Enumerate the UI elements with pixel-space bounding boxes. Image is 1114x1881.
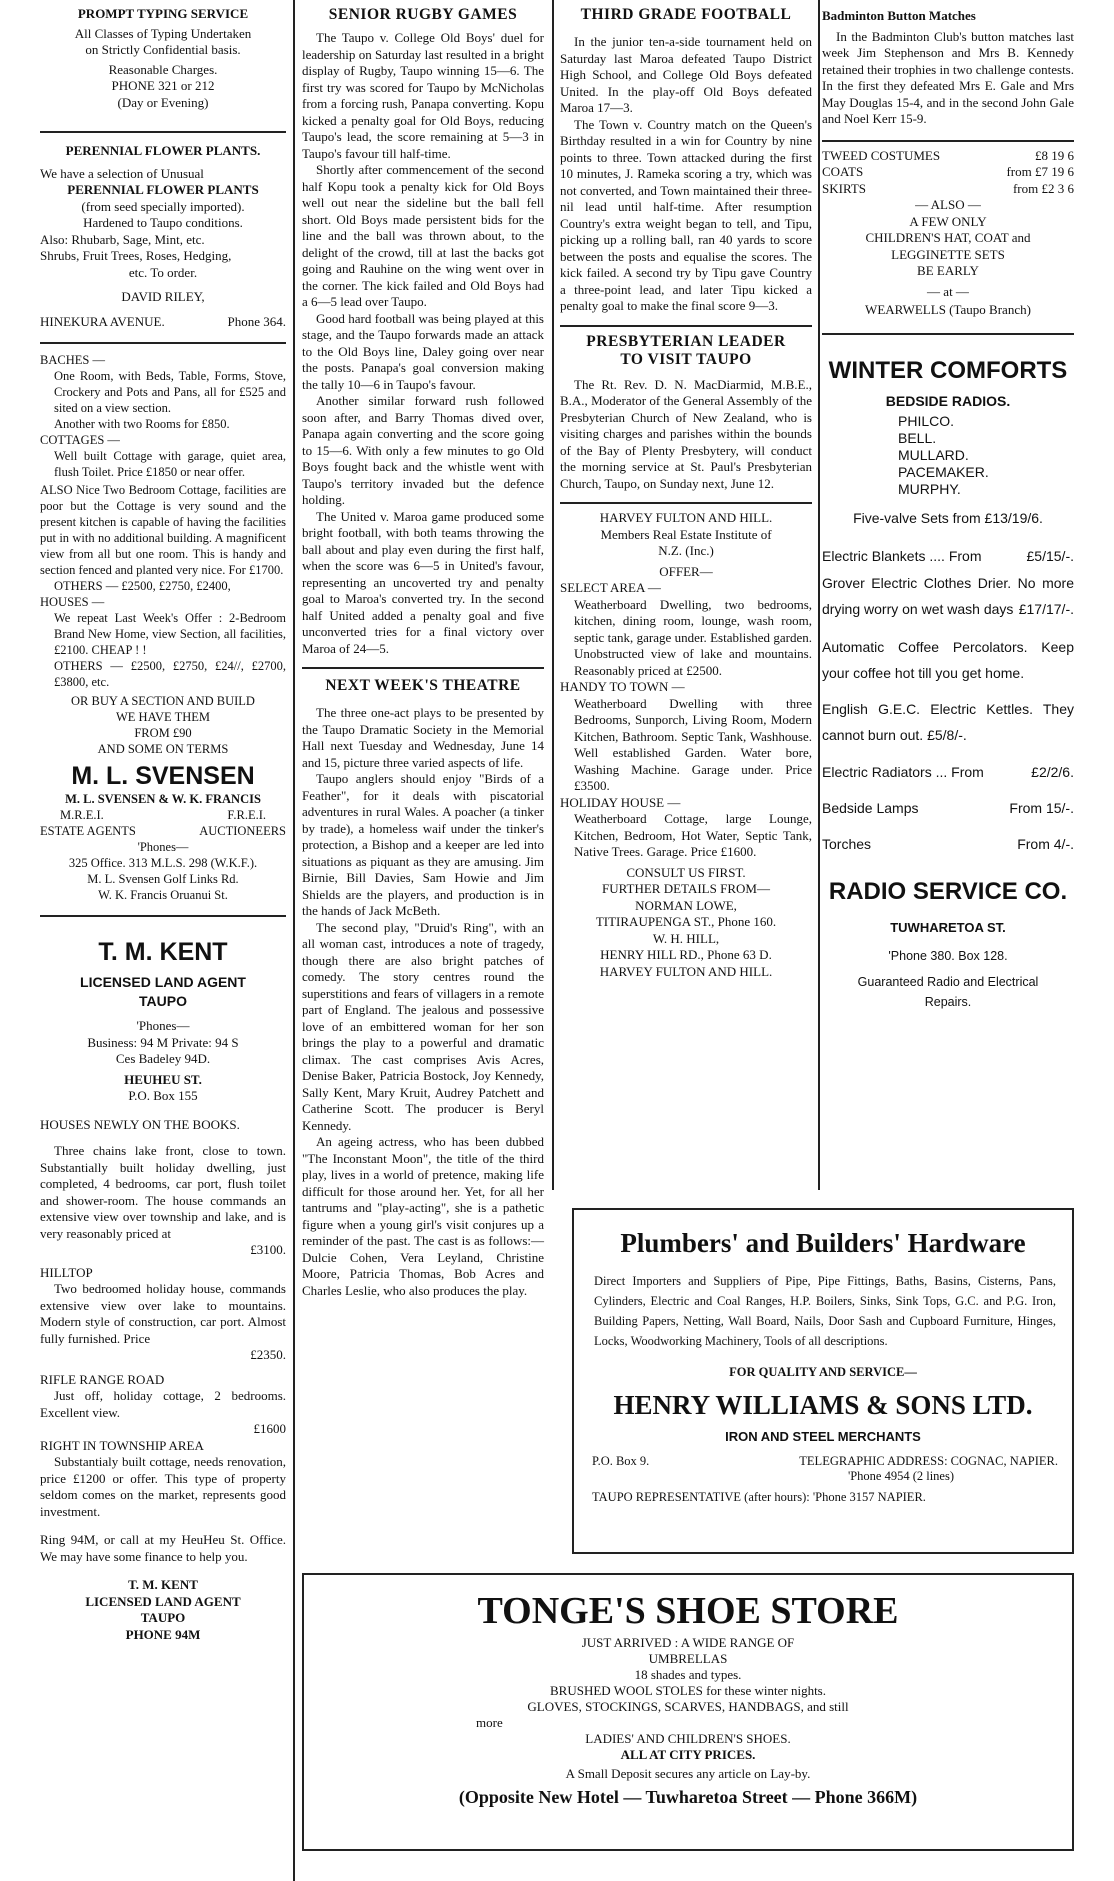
article-paragraph: Another similar forward rush followed soon after, and Barry Thomas dived over, Panapa again converting and the score going to 15—6. With only a few minutes to go Old Boys fought back and the whistle went with Taupo's territory invaded but the defence holding. <box>302 393 544 507</box>
blankets-row <box>822 548 1074 564</box>
quals-row <box>40 807 286 823</box>
article-paragraph: The United v. Maroa game produced some bright football, with both teams throwing the ball about and play even during the first half, when the score was 6—5 in United's favour, representing an uncoverted try and penalty goal to Maroa's converted try. In the second half United added a penalty goal and five unconverted tries for a final victory over Maroa of 24—5. <box>302 508 544 656</box>
contact: W. H. HILL, <box>652 930 720 946</box>
divider <box>822 333 1074 335</box>
contact: HENRY HILL RD., Phone 63 D. <box>600 947 772 962</box>
perennial-title: PERENNIAL FLOWER PLANTS. <box>65 143 261 158</box>
kent-sub: LICENSED LAND AGENT <box>80 974 246 990</box>
perennial-line: PERENNIAL FLOWER PLANTS <box>67 182 259 197</box>
hardware-contact-row <box>592 1454 1058 1469</box>
typing-line: All Classes of Typing Undertaken <box>74 25 252 41</box>
tonge-line: LADIES' AND CHILDREN'S SHOES. <box>585 1731 791 1746</box>
radio-service-ad <box>822 357 1074 1009</box>
radio-service-name: RADIO SERVICE CO. <box>828 877 1068 905</box>
kent-signature: T. M. KENT <box>128 1577 198 1592</box>
listing-text: ALSO Nice Two Bedroom Cottage, facilities are poor but the Cottage is very sound and the present kitchen is capable of having the facilities put in with no additional building. A magnificent view from all but one room. This is handy and section fenced and planted very nice. For £1700. <box>40 483 286 577</box>
kent-signature: TAUPO <box>140 1610 186 1625</box>
address: M. L. Svensen Golf Links Rd. <box>87 872 239 886</box>
kent-sub: TAUPO <box>139 993 187 1009</box>
drier-text: Grover Electric Clothes Drier. No more drying worry on wet wash days <box>822 574 1074 617</box>
divider <box>560 325 812 327</box>
winter-comforts-title: WINTER COMFORTS <box>828 356 1068 384</box>
harvey-ad <box>560 510 812 980</box>
contact: NORMAN LOWE, <box>635 897 737 913</box>
item-name: COATS <box>822 164 864 179</box>
rugby-article <box>302 6 544 657</box>
percolator-text: Automatic Coffee Percolators. Keep your coffee hot till you get home. <box>822 638 1074 681</box>
hardware-ad <box>572 1208 1074 1554</box>
theatre-article <box>302 677 544 1299</box>
svensen-name: M. L. SVENSEN <box>71 762 255 790</box>
listing-heading: BACHES — <box>40 353 105 367</box>
article-paragraph: In the Badminton Club's button matches last week Jim Stephenson and Mrs B. Kennedy retained their trophies in two challenge contests. In the first they defeated Mrs E. Gale and Mrs May Douglas 15-4, and in the second John Gale and Noel Kerr 15-9. <box>822 28 1074 126</box>
hardware-company: HENRY WILLIAMS & SONS LTD. <box>613 1390 1033 1420</box>
perennial-phone: Phone 364. <box>227 313 286 329</box>
price-row <box>822 148 1074 165</box>
badminton-title: Badminton Button Matches <box>822 8 976 23</box>
listing-heading: HOUSES NEWLY ON THE BOOKS. <box>40 1116 240 1132</box>
tonge-line: BRUSHED WOOL STOLES for these winter nights. <box>550 1683 826 1698</box>
build-line: FROM £90 <box>134 726 192 740</box>
item-price: From 15/-. <box>1009 799 1074 816</box>
item-name: Electric Blankets .... From <box>822 547 982 564</box>
item-price: £5/15/-. <box>1026 547 1074 564</box>
badminton-article <box>822 8 1074 128</box>
role-row <box>40 823 286 839</box>
column-rule <box>818 0 820 1190</box>
tonge-line: GLOVES, STOCKINGS, SCARVES, HANDBAGS, and still <box>527 1699 849 1714</box>
presby-title: PRESBYTERIAN LEADER <box>586 332 786 350</box>
listing-price: £3100. <box>250 1242 286 1257</box>
role: AUCTIONEERS <box>199 824 286 838</box>
perennial-ad <box>40 143 286 330</box>
divider <box>40 915 286 917</box>
hardware-rep: TAUPO REPRESENTATIVE (after hours): 'Phone 3157 NAPIER. <box>592 1490 926 1504</box>
wearwells-store: WEARWELLS (Taupo Branch) <box>865 302 1031 317</box>
listing-heading: RIFLE RANGE ROAD <box>40 1371 165 1387</box>
harvey-offer: OFFER— <box>659 563 713 579</box>
tonge-line: JUST ARRIVED : A WIDE RANGE OF <box>581 1635 795 1650</box>
kent-signature: PHONE 94M <box>125 1626 201 1642</box>
hardware-telegraphic: TELEGRAPHIC ADDRESS: COGNAC, NAPIER. <box>799 1454 1058 1468</box>
radio-phone: 'Phone 380. Box 128. <box>888 948 1008 963</box>
article-paragraph: The Taupo v. College Old Boys' duel for leadership on Saturday last resulted in a bright display of Rugby, Taupo winning 15—6. The first try was scored for Taupo by McNicholas from a forcing rush, Panapa converting. Kopu kicked a penalty goal for Old Boys, reducing Taupo's lead, the score remaining at 5—3 in Taupo's favour till half-time. <box>302 30 544 161</box>
divider <box>40 131 286 133</box>
listing-text: Ring 94M, or call at my HeuHeu St. Office. We may have some finance to help you. <box>40 1532 286 1564</box>
radio-guarantee: Guaranteed Radio and Electrical <box>857 974 1039 989</box>
harvey-members: Members Real Estate Institute of <box>600 526 772 542</box>
typing-title: PROMPT TYPING SERVICE <box>77 6 249 21</box>
item-price: £17/17/-. <box>1018 600 1074 617</box>
hardware-pobox: P.O. Box 9. <box>592 1454 650 1468</box>
presbyterian-article <box>560 333 812 493</box>
column-2 <box>302 0 544 1299</box>
presby-title: TO VISIT TAUPO <box>620 350 752 368</box>
phones: 325 Office. 313 M.L.S. 298 (W.K.F.). <box>68 856 258 870</box>
typing-line: PHONE 321 or 212 <box>111 78 215 93</box>
listing-text: We repeat Last Week's Offer : 2-Bedroom Brand New Home, view Section, all facilities, £2100. CHEAP ! ! <box>54 611 286 657</box>
article-paragraph: Taupo anglers should enjoy "Birds of a Feather", for it deals with piscatorial adventures in rural Wales. A poacher (a tinker by trade), a homeless waif under the tinker's protection, a Bishop and a keeper are led into situations as piquant as they are amusing. Jim Birnie, Bill Davies, Sam Howie and Jim Shields are the players, and production is in the hands of Jack McBeth. <box>302 771 544 918</box>
brand: PACEMAKER. <box>898 463 989 480</box>
typing-line: Reasonable Charges. <box>108 61 218 77</box>
typing-line: (Day or Evening) <box>117 94 209 110</box>
brand: BELL. <box>898 429 937 446</box>
tonge-line: more <box>476 1715 503 1730</box>
listing-heading: SELECT AREA — <box>560 580 661 595</box>
wearwells-line: — ALSO — <box>915 197 981 212</box>
item-price: from £7 19 6 <box>1006 164 1074 179</box>
item-price: £8 19 6 <box>1035 147 1074 163</box>
radio-street: TUWHARETOA ST. <box>890 919 1006 935</box>
brand: MURPHY. <box>898 480 961 497</box>
hardware-body: Direct Importers and Suppliers of Pipe, Pipe Fittings, Baths, Basins, Cisterns, Pans, Cylinders, Electric and Coal Ranges, H.P. Boilers, Sinks, Sink Tops, G.C. and P.G. Iron, Building Papers, Netting, Wall Board, Nails, Door Sash and Cupboard Furniture, Hinges, Locks, Woodworking Machinery, Tools of all descriptions. <box>594 1274 1056 1348</box>
po-box: P.O. Box 155 <box>128 1088 198 1103</box>
listing-text: Just off, holiday cottage, 2 bedrooms. Excellent view. <box>40 1388 286 1420</box>
build-line: WE HAVE THEM <box>116 710 210 724</box>
phones-label: 'Phones— <box>137 840 189 854</box>
item-name: Electric Radiators ... From <box>822 763 984 780</box>
brand: PHILCO. <box>898 412 955 429</box>
build-line: OR BUY A SECTION AND BUILD <box>71 694 255 708</box>
address: W. K. Francis Oruanui St. <box>98 888 228 902</box>
article-paragraph: Good hard football was being played at this stage, and the Taupo forwards made an attack to the Old Boys line, Daley going over near the posts. Panapa's goal conversion making the tally 10—6 in Taupo's favour. <box>302 310 544 392</box>
tonge-ad <box>302 1573 1074 1851</box>
wearwells-line: CHILDREN'S HAT, COAT and <box>865 230 1031 245</box>
article-paragraph: The Rt. Rev. D. N. MacDiarmid, M.B.E., B.A., Moderator of the General Assembly of the Presbyterian Church of New Zealand, who is visiting charges and parishes within the bounds of the Bay of Plenty Presbytery, will conduct the morning service at St. Paul's Presbyterian Church, Taupo, on Sunday next, June 12. <box>560 376 812 491</box>
football-article <box>560 6 812 315</box>
qual: F.R.E.I. <box>227 808 266 822</box>
price-row <box>822 164 1074 181</box>
listing-text: Weatherboard Dwelling with three Bedrooms, Sunporch, Living Room, Modern Kitchen, Bathroom. Septic Tank, Washhouse. Well established Garden. Water bore, Washing Machine. Garage under. Price £3500. <box>574 695 812 793</box>
perennial-line: Hardened to Taupo conditions. <box>83 215 243 230</box>
column-3 <box>560 0 812 980</box>
consult: FURTHER DETAILS FROM— <box>602 881 770 896</box>
listing-heading: RIGHT IN TOWNSHIP AREA <box>40 1437 204 1453</box>
phones: Ces Badeley 94D. <box>115 1051 211 1066</box>
tonge-line: 18 shades and types. <box>634 1667 742 1682</box>
kettle-text: English G.E.C. Electric Kettles. They cannot burn out. £5/8/-. <box>822 700 1074 743</box>
item-price: £2/2/6. <box>1031 763 1074 780</box>
item-name: Torches <box>822 835 872 852</box>
perennial-line: Also: Rhubarb, Sage, Mint, etc. <box>40 231 205 247</box>
perennial-line: etc. To order. <box>128 264 198 280</box>
listing-text: OTHERS — £2500, £2750, £2400, <box>54 579 231 593</box>
article-paragraph: The Town v. Country match on the Queen's Birthday resulted in a win for Country by nine points to three. Town attacked during the first 10 minutes, J. Rameka scoring a try, which was not converted, and Town maintained their three-nil lead until half-time. After resumption Country's extra weight began to tell, and Tipu, picking up a rolling ball, ran 40 yards to score between the posts and equalise the scores. The kick failed. A second try by Tipu gave Country a three-point lead, and later Tipu kicked a penalty goal to make the final score 9—3. <box>560 116 812 313</box>
listing-text: One Room, with Beds, Table, Forms, Stove, Crockery and Pots and Pans, all for £525 and sited on a view section. <box>54 369 286 415</box>
column-rule <box>293 0 295 1881</box>
radiators-row <box>822 764 1074 780</box>
article-paragraph: The second play, "Druid's Ring", with an all woman cast, introduces a note of tragedy, though there are also bright patches of comedy. The story centres round the superstitions and fears of villagers in a remote part of England. The jealous and possessive love of an embittered woman for her son brings the play to a powerful and dramatic climax. The cast comprises Avis Acres, Denise Baker, Patricia Bostock, Joy Kennedy, Sally Kent, Mary Kruit, Audrey Patchett and Catherine Scott. The producer is Beryl Kennedy. <box>302 919 544 1133</box>
article-paragraph: The three one-act plays to be presented by the Taupo Dramatic Society in the Memorial Hall next Tuesday and Wednesday, June 14 and 15, picture three varied aspects of life. <box>302 705 544 770</box>
tonge-title: TONGE'S SHOE STORE <box>477 1590 899 1632</box>
tonge-line: A Small Deposit secures any article on Lay-by. <box>565 1766 811 1781</box>
perennial-line: Shrubs, Fruit Trees, Roses, Hedging, <box>40 248 232 263</box>
article-paragraph: Shortly after commencement of the second half Kopu took a penalty kick for Old Boys well out near the sideline but the ball fell short. Old Boys made persistent bids for the line and the ball was thrown about, to the delight of the crowd, till at last the backs got going and Rauhine on the wing went over in the corner. The kick failed and Old Boys had a 6—5 lead over Taupo. <box>302 162 544 309</box>
listing-text: Three chains lake front, close to town. Substantially built holiday dwelling, just completed, 4 bedrooms, car port, flush toilet and shower-room. The house commands an extensive view over township and lake, and is very reasonably priced at <box>40 1143 286 1241</box>
listing-heading: HOUSES — <box>40 595 105 609</box>
typing-ad <box>40 0 286 111</box>
harvey-members: N.Z. (Inc.) <box>658 543 714 558</box>
perennial-line: (from seed specially imported). <box>81 198 245 214</box>
divider <box>40 342 286 344</box>
wearwells-line: A FEW ONLY <box>909 213 987 229</box>
divider <box>822 140 1074 142</box>
perennial-line: We have a selection of Unusual <box>40 165 204 181</box>
listing-heading: HILLTOP <box>40 1264 93 1280</box>
price-row <box>822 181 1074 198</box>
role: ESTATE AGENTS <box>40 824 136 838</box>
build-line: AND SOME ON TERMS <box>97 742 229 756</box>
item-name: Bedside Lamps <box>822 799 919 816</box>
listing-text: Two bedroomed holiday house, commands extensive view over lake to mountains. Modern style of construction, car port. Almost fully furnished. Price <box>40 1281 286 1346</box>
listing-text: OTHERS — £2500, £2750, £24//, £2700, £3800, etc. <box>54 659 286 689</box>
listing-text: Substantialy built cottage, needs renovation, price £1200 or offer. This type of property seldom comes on the market, represents good investment. <box>40 1454 286 1519</box>
hardware-phone: 'Phone 4954 (2 lines) <box>847 1469 954 1483</box>
rugby-title: SENIOR RUGBY GAMES <box>328 6 518 23</box>
phones: Business: 94 M Private: 94 S <box>87 1034 239 1050</box>
hardware-quality: FOR QUALITY AND SERVICE— <box>729 1365 917 1379</box>
listing-text: Another with two Rooms for £850. <box>54 417 230 431</box>
lamps-row <box>822 800 1074 816</box>
tonge-line: ALL AT CITY PRICES. <box>620 1747 756 1762</box>
contact: TITIRAUPENGA ST., Phone 160. <box>595 914 777 929</box>
item-name: TWEED COSTUMES <box>822 147 941 163</box>
consult: CONSULT US FIRST. <box>626 864 746 880</box>
item-price: From 4/-. <box>1017 835 1074 852</box>
item-price: from £2 3 6 <box>1012 180 1074 196</box>
harvey-title: HARVEY FULTON AND HILL. <box>599 510 773 525</box>
listing-heading: HOLIDAY HOUSE — <box>560 794 681 810</box>
wearwells-line: — at — <box>927 283 969 299</box>
listing-heading: COTTAGES — <box>40 433 120 447</box>
five-valve: Five-valve Sets from £13/19/6. <box>853 509 1043 526</box>
listing-heading: HANDY TO TOWN — <box>560 679 685 694</box>
street: HEUHEU ST. <box>124 1071 202 1087</box>
wearwells-ad <box>822 148 1074 319</box>
bedside-radios: BEDSIDE RADIOS. <box>885 392 1011 409</box>
svensen-partners: M. L. SVENSEN & W. K. FRANCIS <box>65 792 261 806</box>
football-title: THIRD GRADE FOOTBALL <box>580 6 792 23</box>
radio-guarantee: Repairs. <box>924 994 972 1009</box>
perennial-address-row <box>40 314 286 331</box>
column-4 <box>822 0 1074 1009</box>
listing-text: Well built Cottage with garage, quiet area, flush Toilet. Price £1850 or near offer. <box>54 449 286 479</box>
column-rule <box>552 0 554 1190</box>
listing-price: £2350. <box>250 1347 286 1362</box>
article-paragraph: An ageing actress, who has been dubbed "The Inconstant Moon", the title of the third play, lives in a world of pretence, making life difficult for those around her. Yet, for all her tantrums and "play-acting", she is a pathetic figure when a young girl's visit conjures up a reminder of the past. The cast is as follows:— Dulcie Cohen, Vera Leyland, Christine Moore, Patricia Thomas, Bob Acres and Charles Leslie, who also produces the play. <box>302 1134 544 1298</box>
qual: M.R.E.I. <box>60 808 104 822</box>
wearwells-line: BE EARLY <box>917 263 979 278</box>
divider <box>560 502 812 504</box>
hardware-iron: IRON AND STEEL MERCHANTS <box>725 1429 921 1444</box>
wearwells-line: LEGGINETTE SETS <box>891 246 1005 262</box>
theatre-title: NEXT WEEK'S THEATRE <box>325 677 521 694</box>
torches-row <box>822 836 1074 852</box>
svensen-ad <box>40 352 286 903</box>
listing-text: Weatherboard Cottage, large Lounge, Kitchen, Bedroom, Hot Water, Septic Tank, Native Trees. Garage. Price £1600. <box>574 811 812 859</box>
kent-name: T. M. KENT <box>98 938 228 966</box>
perennial-name: DAVID RILEY, <box>121 289 205 304</box>
kent-signature: LICENSED LAND AGENT <box>85 1593 241 1609</box>
hardware-title: Plumbers' and Builders' Hardware <box>620 1228 1026 1258</box>
harvey-footer: HARVEY FULTON AND HILL. <box>599 963 773 979</box>
divider <box>302 667 544 669</box>
column-1 <box>40 0 286 1643</box>
listing-price: £1600 <box>253 1421 286 1436</box>
brand: MULLARD. <box>898 446 969 463</box>
tonge-line: UMBRELLAS <box>648 1651 728 1666</box>
listing-text: Weatherboard Dwelling, two bedrooms, kitchen, dining room, lounge, wash room, septic tank, garage under. Established garden. Unobstructed view of lake and mountains. Reasonably priced at £2500. <box>574 596 812 678</box>
tonge-address: (Opposite New Hotel — Tuwharetoa Street — Phone 366M) <box>458 1787 918 1807</box>
article-paragraph: In the junior ten-a-side tournament held on Saturday last Maroa defeated Taupo District High School, and College Old Boys defeated United. In the play-off Old Boys defeated Maroa 17—3. <box>560 34 812 115</box>
perennial-address: HINEKURA AVENUE. <box>40 313 165 329</box>
typing-line: on Strictly Confidential basis. <box>85 42 241 57</box>
item-name: SKIRTS <box>822 180 867 196</box>
phones-label: 'Phones— <box>136 1018 190 1033</box>
brand-list <box>822 413 1074 498</box>
kent-ad <box>40 937 286 1643</box>
